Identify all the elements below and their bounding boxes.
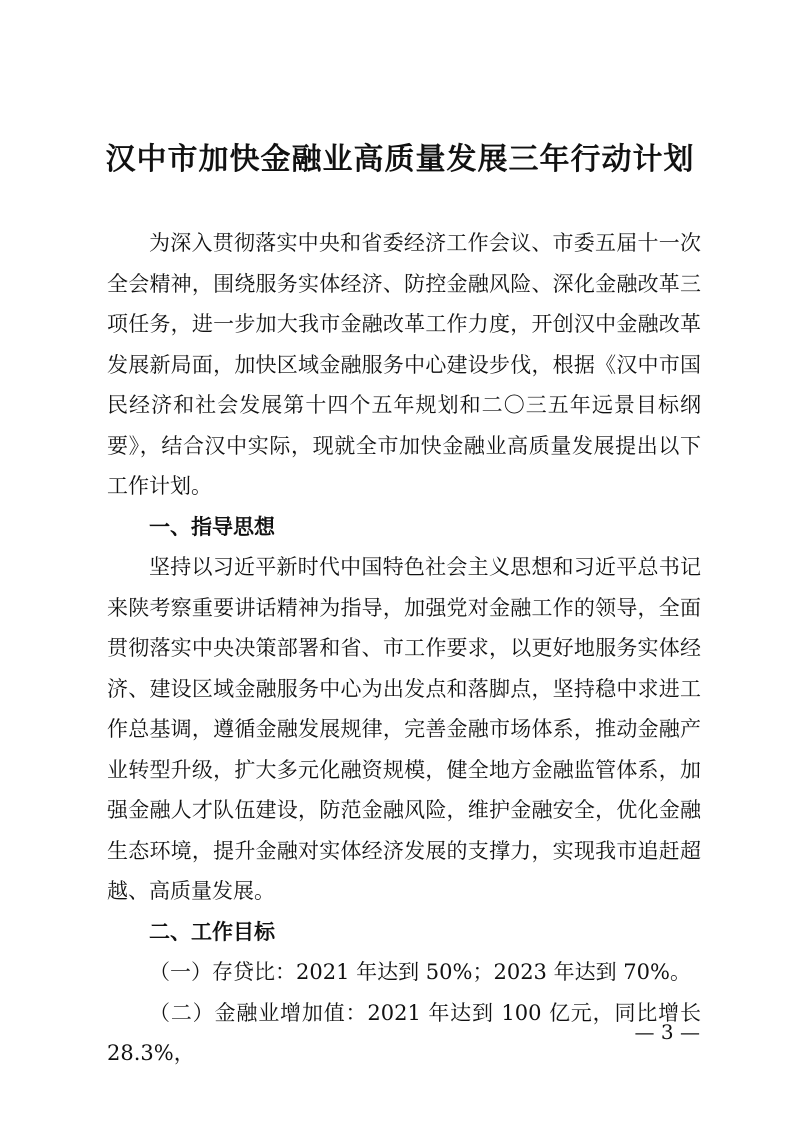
goal-item-deposit-loan-ratio: （一）存贷比：2021 年达到 50%；2023 年达到 70%。 xyxy=(149,960,691,984)
document-body xyxy=(107,223,701,1074)
section-heading-work-goals: 二、工作目标 xyxy=(149,918,275,944)
guiding-ideology-paragraph: 坚持以习近平新时代中国特色社会主义思想和习近平总书记来陕考察重要讲话精神为指导，加强党对金融工作的领导，全面贯彻落实中央决策部署和省、市工作要求，以更好地服务实体经济、建设区域金融服务中心为出发点和落脚点，坚持稳中求进工作总基调，遵循金融发展规律，完善金融市场体系，推动金融产业转型升级，扩大多元化融资规模，健全地方金融监管体系，加强金融人才队伍建设，防范金融风险，维护金融安全，优化金融生态环境，提升金融对实体经济发展的支撑力，实现我市追赶超越、高质量发展。 xyxy=(107,555,701,903)
intro-paragraph: 为深入贯彻落实中央和省委经济工作会议、市委五届十一次全会精神，围绕服务实体经济、防控金融风险、深化金融改革三项任务，进一步加大我市金融改革工作力度，开创汉中金融改革发展新局面，加快区域金融服务中心建设步伐，根据《汉中市国民经济和社会发展第十四个五年规划和二〇三五年远景目标纲要》，结合汉中实际，现就全市加快金融业高质量发展提出以下工作计划。 xyxy=(107,231,701,498)
goal-item-financial-value-added: （二）金融业增加值：2021 年达到 100 亿元，同比增长 28.3%， xyxy=(107,1000,701,1065)
page-number: — 3 — xyxy=(634,1020,700,1044)
section-heading-guiding-ideology: 一、指导思想 xyxy=(149,513,275,539)
document-title: 汉中市加快金融业高质量发展三年行动计划 xyxy=(105,142,695,177)
